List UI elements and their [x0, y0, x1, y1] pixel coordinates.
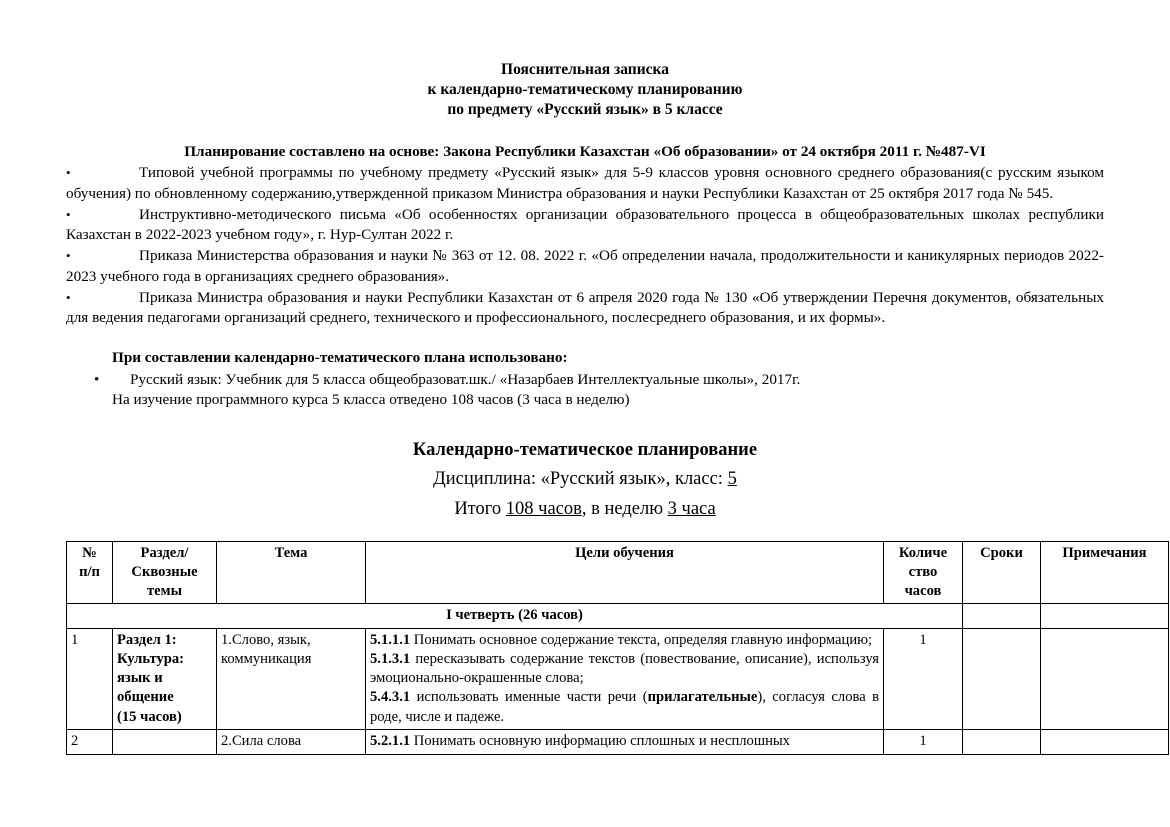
cell-dates — [963, 729, 1041, 754]
goal-text-before: использовать именные части речи ( — [410, 689, 648, 706]
cell-notes — [1041, 628, 1169, 729]
bullet-icon: • — [66, 248, 71, 264]
cell-hours: 1 — [884, 628, 963, 729]
column-header-section-line1: Раздел/ — [140, 544, 189, 561]
usage-item — [66, 370, 1104, 390]
column-header-goals: Цели обучения — [366, 541, 884, 604]
quarter-notes-cell — [1041, 604, 1169, 628]
column-header-theme: Тема — [217, 541, 366, 604]
quarter-dates-cell — [963, 604, 1041, 628]
goal-item — [370, 631, 879, 650]
goal-code: 5.1.1.1 — [370, 631, 411, 648]
column-header-hours-line2: ство — [908, 563, 938, 580]
goal-item — [370, 650, 879, 689]
column-header-number-line1: № — [82, 544, 97, 561]
cell-section — [113, 628, 217, 729]
plan-total-middle: , в неделю — [581, 499, 668, 520]
title-line-1: Пояснительная записка — [501, 61, 669, 78]
ktp-table — [66, 541, 1169, 755]
plan-title: Календарно-тематическое планирование — [412, 440, 758, 461]
cell-section-line3: язык и — [117, 670, 163, 687]
plan-total — [66, 496, 1104, 522]
bullet-icon: • — [66, 289, 71, 305]
usage-note: На изучение программного курса 5 класса отведено 108 часов (3 часа в неделю) — [112, 390, 630, 408]
usage-item-text: Русский язык: Учебник для 5 класса общеобразоват.шк./ «Назарбаев Интеллектуальные школы», 2017г. — [130, 370, 801, 388]
goal-code: 5.1.3.1 — [370, 650, 411, 667]
plan-total-prefix: Итого — [454, 499, 506, 520]
cell-hours: 1 — [884, 729, 963, 754]
goal-code: 5.4.3.1 — [370, 689, 411, 706]
goal-text: Понимать основную информацию сплошных и несплошных — [410, 732, 790, 749]
basis-bullet-4 — [66, 288, 1104, 328]
basis-heading: Планирование составлено на основе: Закона Республики Казахстан «Об образовании» от 24 октября 2011 г. №487-VI — [184, 143, 986, 161]
cell-dates — [963, 628, 1041, 729]
column-header-hours-line1: Количе — [898, 544, 948, 561]
page-title — [66, 60, 1104, 120]
basis-bullet-2-text: Инструктивно-методического письма «Об особенностях организации образовательного процесса в общеобразовательных школах республики Казахстан в 2022-2023 учебном году», г. Нур-Султан 2022 г. — [66, 205, 1104, 244]
column-header-section — [113, 541, 217, 604]
cell-number: 1 — [67, 628, 113, 729]
goal-emphasis: прилагательные — [647, 689, 758, 706]
goal-text-after: ), согласуя слова в роде, числе и падеже. — [370, 689, 879, 725]
cell-section — [113, 729, 217, 754]
quarter-label: I четверть (26 часов) — [67, 604, 963, 628]
cell-goals — [366, 628, 884, 729]
column-header-section-line3: темы — [147, 583, 182, 600]
basis-bullet-1-text: Типовой учебной программы по учебному предмету «Русский язык» для 5-9 классов уровня основного среднего образования(с русским языком обучения) по обновленному содержанию,утвержденной приказом Министра образования и науки Республики Казахстан от 25 октября 2017 года № 545. — [66, 164, 1104, 202]
basis-bullet-1 — [66, 163, 1104, 203]
goal-code: 5.2.1.1 — [370, 732, 411, 749]
quarter-row — [67, 604, 1169, 628]
cell-goals — [366, 729, 884, 754]
cell-number: 2 — [67, 729, 113, 754]
bullet-icon: • — [66, 165, 71, 181]
plan-class-value: 5 — [727, 469, 737, 490]
usage-heading: При составлении календарно-тематического плана использовано: — [112, 349, 568, 367]
column-header-number — [67, 541, 113, 604]
cell-section-line1: Раздел 1: — [117, 631, 177, 648]
plan-per-week: 3 часа — [667, 499, 716, 520]
title-line-3: по предмету «Русский язык» в 5 классе — [447, 101, 723, 119]
plan-discipline — [66, 466, 1104, 492]
basis-bullet-4-text: Приказа Министра образования и науки Республики Казахстан от 6 апреля 2020 года № 130 «Об утверждении Перечня документов, обязательных для ведения педагогами организаций среднего, технического и профессионального, послесреднего образования, и их формы». — [66, 288, 1104, 326]
goal-item — [370, 688, 879, 727]
column-header-hours — [884, 541, 963, 604]
column-header-hours-line3: часов — [904, 583, 942, 600]
goal-text: Понимать основное содержание текста, определяя главную информацию; — [410, 631, 873, 648]
basis-bullet-3-text: Приказа Министерства образования и науки № 363 от 12. 08. 2022 г. «Об определении начала, продолжительности и каникулярных периодов 2022-2023 учебного года в организациях среднего образования». — [66, 247, 1104, 285]
table-header-row — [67, 541, 1169, 604]
table-row — [67, 729, 1169, 754]
plan-total-hours: 108 часов — [505, 499, 582, 520]
column-header-notes: Примечания — [1041, 541, 1169, 604]
cell-section-line5: (15 часов) — [117, 708, 182, 725]
bullet-icon: • — [94, 370, 100, 388]
goal-text: пересказывать содержание текстов (повествование, описание), используя эмоционально-окрашенные слова; — [370, 650, 879, 687]
column-header-section-line2: Сквозные — [131, 563, 198, 580]
cell-theme: 2.Сила слова — [217, 729, 366, 754]
column-header-dates: Сроки — [963, 541, 1041, 604]
cell-section-line2: Культура: — [117, 650, 185, 667]
plan-discipline-prefix: Дисциплина: «Русский язык», класс: — [433, 469, 728, 490]
table-row — [67, 628, 1169, 729]
basis-bullet-2 — [66, 205, 1104, 245]
basis-bullet-3 — [66, 246, 1104, 286]
cell-theme: 1.Слово, язык, коммуникация — [217, 628, 366, 729]
cell-notes — [1041, 729, 1169, 754]
cell-section-line4: общение — [117, 689, 174, 706]
title-line-2: к календарно-тематическому планированию — [427, 81, 743, 99]
goal-item — [370, 732, 879, 751]
column-header-number-line2: п/п — [79, 563, 100, 580]
bullet-icon: • — [66, 206, 71, 222]
